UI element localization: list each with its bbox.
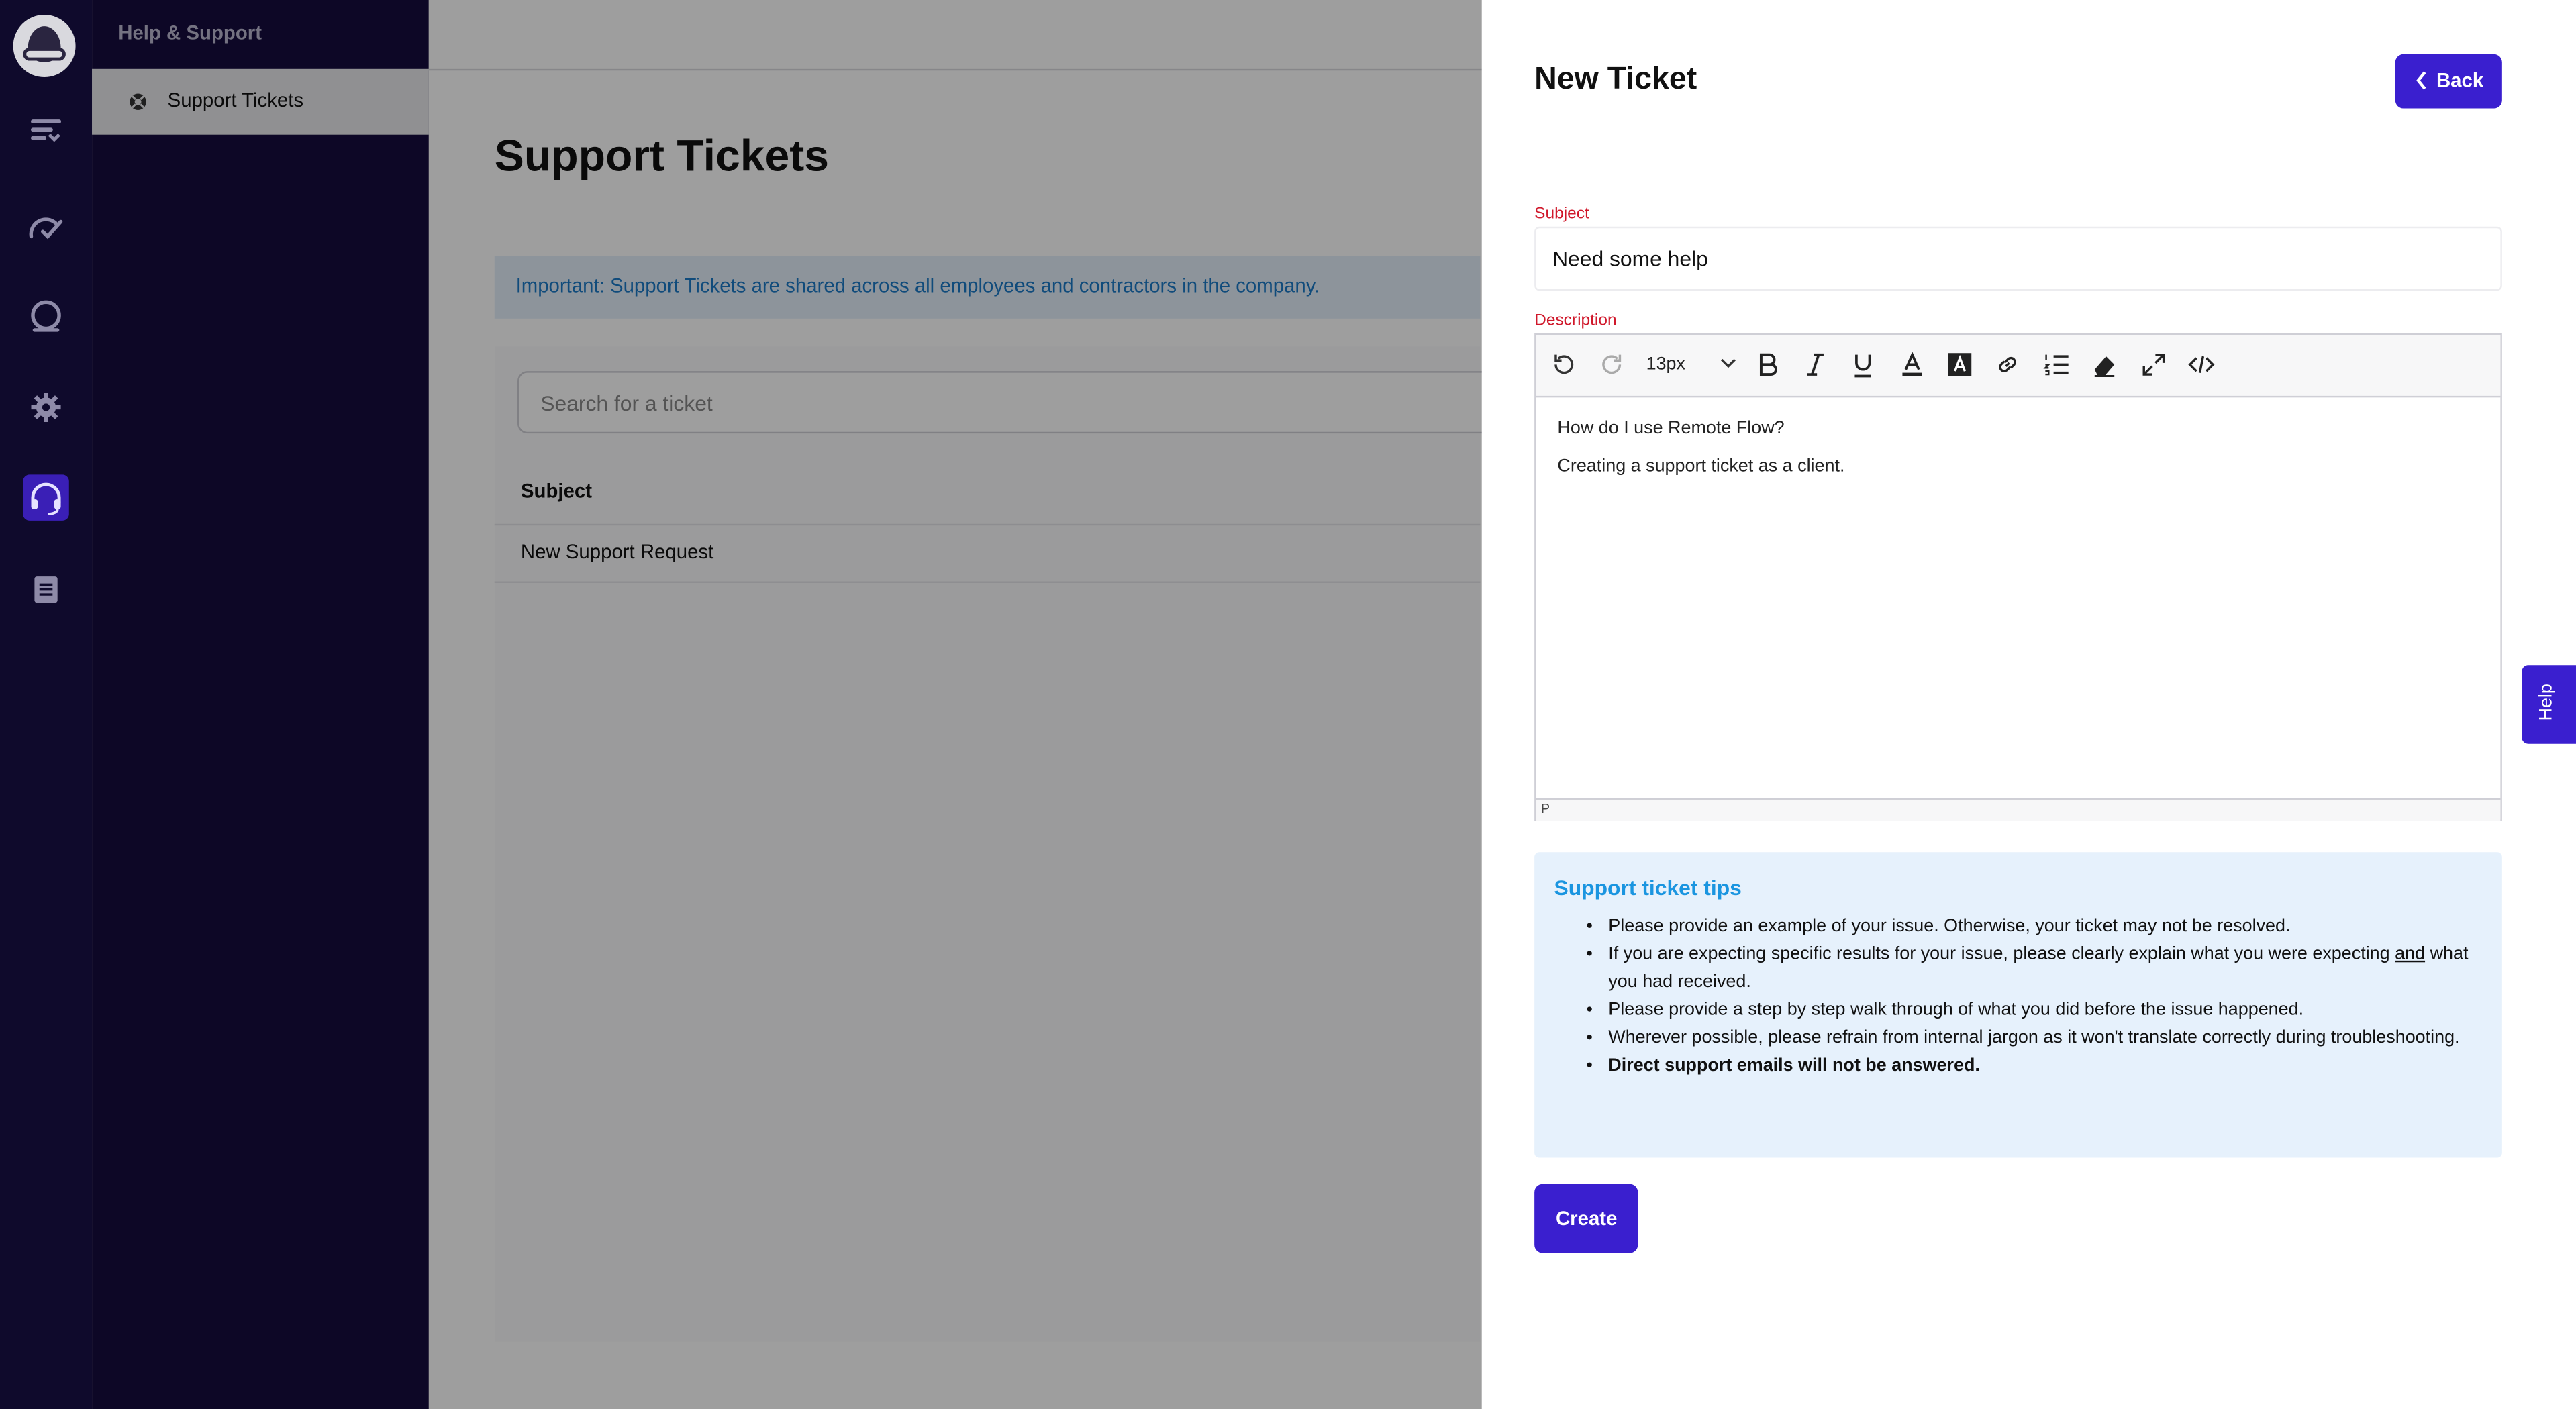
app-logo[interactable] bbox=[13, 15, 76, 77]
headset-icon[interactable] bbox=[23, 474, 69, 521]
tip-item: • Please provide a step by step walk through of what you did before the issue happened. bbox=[1608, 997, 2474, 1025]
link-icon[interactable] bbox=[1993, 350, 2022, 379]
tip-item bbox=[1608, 941, 2474, 996]
tip-item: • Wherever possible, please refrain from internal jargon as it won't translate correctly during troubleshooting. bbox=[1608, 1025, 2474, 1053]
page-title: Support Tickets bbox=[494, 131, 829, 181]
help-tab[interactable] bbox=[2522, 665, 2576, 743]
chevron-down-icon[interactable] bbox=[1717, 352, 1740, 374]
element-path: P bbox=[1540, 801, 1550, 817]
chevron-left-icon bbox=[2415, 70, 2428, 90]
document-icon[interactable] bbox=[26, 570, 66, 609]
help-tab-label: Help bbox=[2536, 684, 2557, 721]
speedometer-icon[interactable] bbox=[26, 205, 66, 245]
modal-overlay[interactable] bbox=[92, 0, 1482, 1409]
tips-list bbox=[1554, 913, 2475, 1081]
bold-icon[interactable] bbox=[1753, 350, 1783, 379]
logo-hands-shape bbox=[23, 48, 66, 61]
code-view-icon[interactable] bbox=[2187, 350, 2216, 379]
redo-icon[interactable] bbox=[1597, 350, 1626, 379]
back-button-label: Back bbox=[2436, 68, 2484, 93]
highlight-color-icon[interactable] bbox=[1945, 350, 1975, 379]
font-size-select[interactable]: 13px bbox=[1646, 354, 1685, 375]
editor-line: Creating a support ticket as a client. bbox=[1557, 456, 1845, 476]
icon-rail bbox=[0, 0, 92, 1409]
sidebar-title: Help & Support bbox=[118, 21, 262, 45]
tip-item: • Direct support emails will not be answered. bbox=[1608, 1053, 2474, 1081]
tip-item: • Please provide an example of your issue. Otherwise, your ticket may not be resolved. bbox=[1608, 913, 2474, 941]
fullscreen-icon[interactable] bbox=[2139, 350, 2169, 379]
tip-text: If you are expecting specific results for your issue, please clearly explain what you were expecting bbox=[1608, 944, 2390, 964]
undo-icon[interactable] bbox=[1549, 350, 1579, 379]
font-color-icon[interactable] bbox=[1897, 350, 1927, 379]
banner-text: Important: Support Tickets are shared across all employees and contractors in the company. bbox=[515, 274, 1320, 298]
filter-list-icon[interactable] bbox=[26, 113, 66, 153]
chat-bubble-icon[interactable] bbox=[26, 297, 66, 337]
column-header-subject[interactable]: Subject bbox=[520, 479, 593, 503]
back-button[interactable] bbox=[2395, 54, 2502, 109]
tips-title: Support ticket tips bbox=[1554, 875, 1742, 900]
editor-toolbar bbox=[1536, 335, 2501, 397]
table-cell-subject: New Support Request bbox=[520, 540, 714, 564]
description-editor[interactable] bbox=[1534, 333, 2502, 821]
create-button[interactable] bbox=[1534, 1184, 1638, 1253]
ordered-list-icon[interactable] bbox=[2042, 350, 2071, 379]
create-button-label: Create bbox=[1555, 1206, 1618, 1231]
editor-line: How do I use Remote Flow? bbox=[1557, 419, 1785, 439]
italic-icon[interactable] bbox=[1801, 350, 1830, 379]
drawer-title: New Ticket bbox=[1534, 62, 1697, 97]
underline-icon[interactable] bbox=[1848, 350, 1878, 379]
description-label: Description bbox=[1534, 312, 1617, 330]
subject-label: Subject bbox=[1534, 205, 1589, 223]
eraser-icon[interactable] bbox=[2089, 350, 2119, 379]
search-placeholder: Search for a ticket bbox=[540, 390, 713, 416]
gear-icon[interactable] bbox=[26, 388, 66, 427]
support-tips-box bbox=[1534, 852, 2502, 1157]
subject-value: Need some help bbox=[1552, 246, 1708, 271]
subject-field[interactable] bbox=[1534, 227, 2502, 291]
tip-emphasis: and bbox=[2395, 944, 2426, 964]
editor-status-bar bbox=[1536, 798, 2501, 821]
sidebar-item-label: Support Tickets bbox=[167, 89, 304, 112]
tip-text: what you had received. bbox=[1608, 944, 2469, 992]
new-ticket-drawer bbox=[1482, 0, 2576, 1409]
